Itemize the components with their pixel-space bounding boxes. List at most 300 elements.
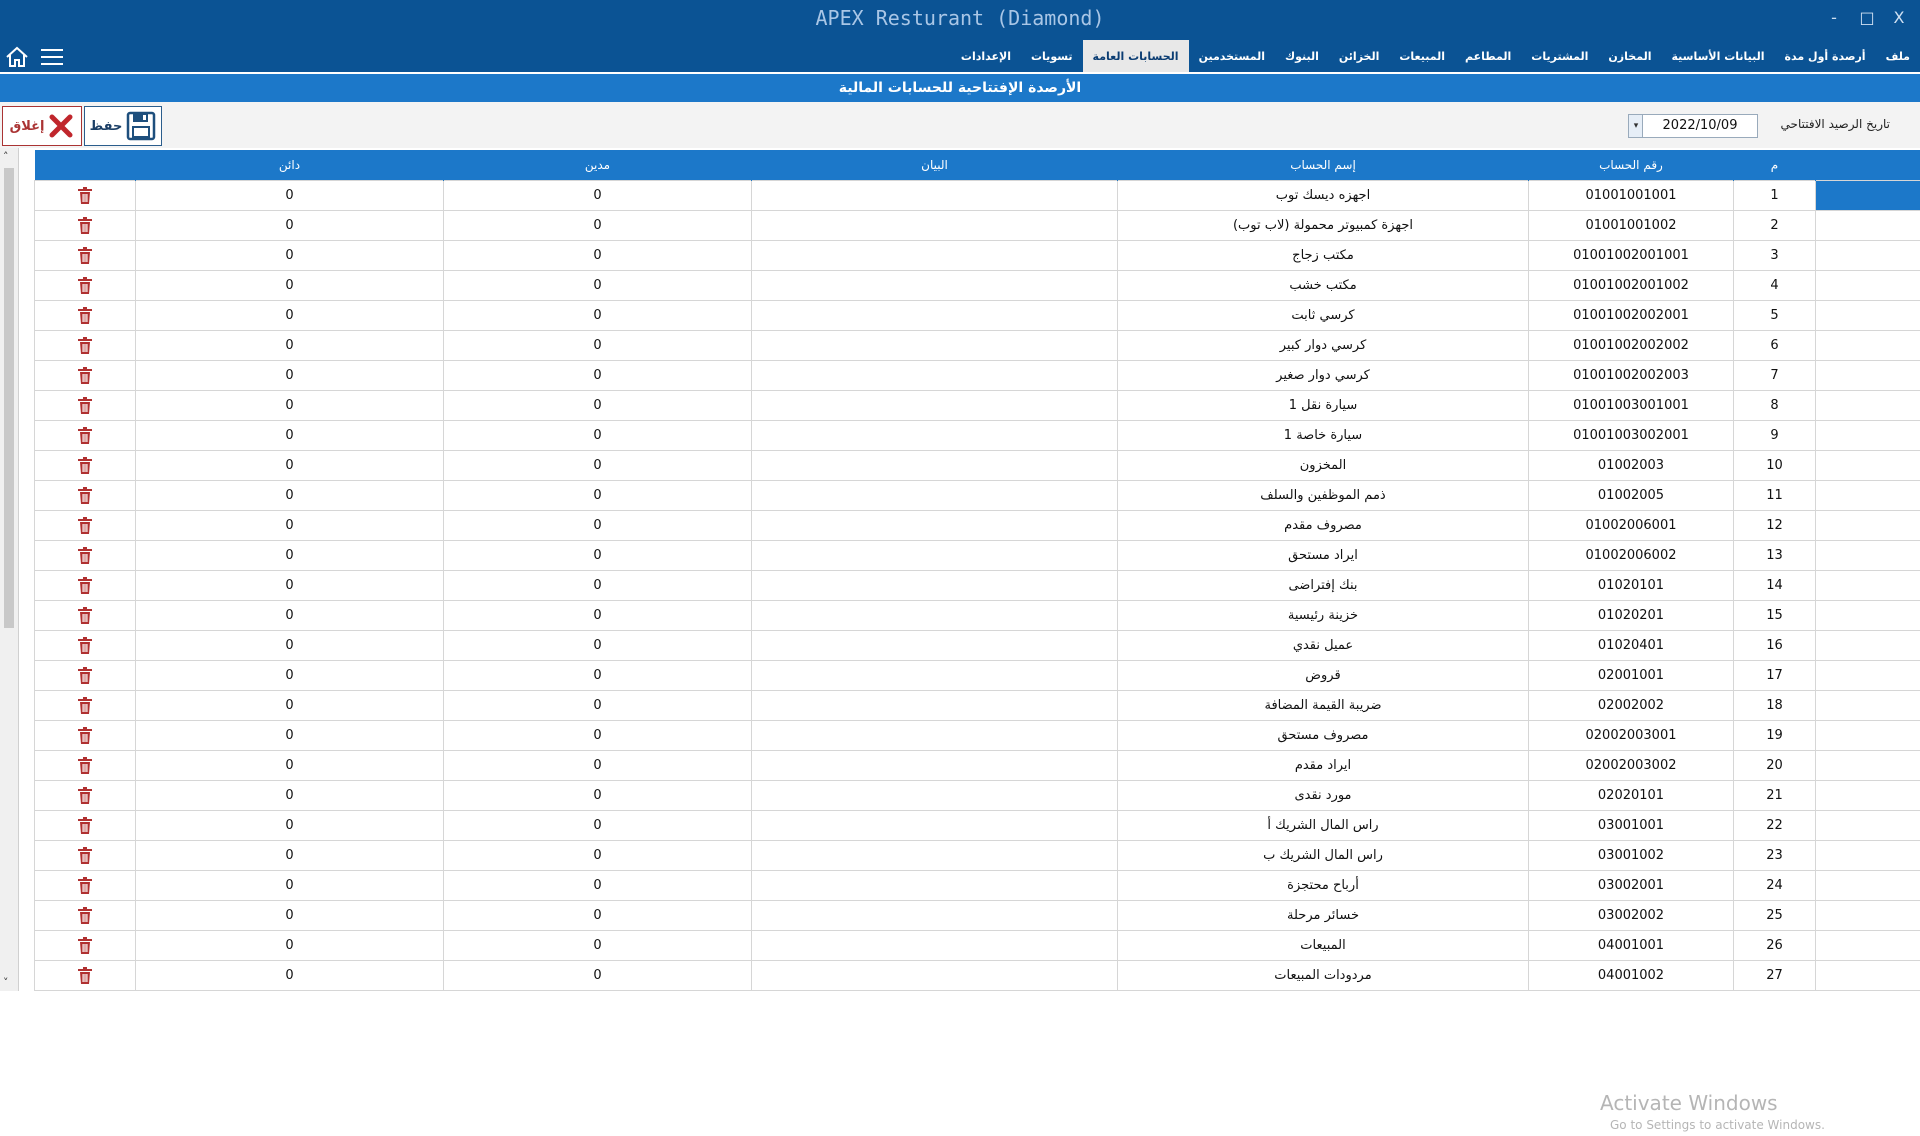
description-cell[interactable] bbox=[752, 571, 1118, 601]
row-selector[interactable] bbox=[1816, 961, 1920, 991]
delete-cell[interactable] bbox=[35, 571, 136, 601]
row-selector[interactable] bbox=[1816, 541, 1920, 571]
debit-cell[interactable]: 0 bbox=[444, 631, 752, 661]
trash-icon[interactable] bbox=[77, 337, 93, 355]
debit-cell[interactable]: 0 bbox=[444, 661, 752, 691]
table-row[interactable] bbox=[35, 961, 1920, 991]
account-no-cell: 01001002001002 bbox=[1529, 271, 1734, 301]
account-no-cell: 03002001 bbox=[1529, 871, 1734, 901]
index-cell: 10 bbox=[1734, 451, 1816, 481]
account-name-cell: كرسي دوار كبير bbox=[1118, 331, 1529, 361]
trash-icon[interactable] bbox=[77, 847, 93, 865]
trash-icon[interactable] bbox=[77, 817, 93, 835]
delete-cell[interactable] bbox=[35, 751, 136, 781]
account-no-cell: 01020201 bbox=[1529, 601, 1734, 631]
credit-cell[interactable]: 0 bbox=[136, 421, 444, 451]
credit-cell[interactable]: 0 bbox=[136, 241, 444, 271]
account-name-cell: المخزون bbox=[1118, 451, 1529, 481]
trash-icon[interactable] bbox=[77, 877, 93, 895]
trash-icon[interactable] bbox=[77, 427, 93, 445]
delete-cell[interactable] bbox=[35, 721, 136, 751]
trash-icon[interactable] bbox=[77, 697, 93, 715]
account-no-cell: 01002006001 bbox=[1529, 511, 1734, 541]
delete-cell[interactable] bbox=[35, 661, 136, 691]
table-row[interactable] bbox=[35, 721, 1920, 751]
table-row[interactable] bbox=[35, 361, 1920, 391]
credit-cell[interactable]: 0 bbox=[136, 601, 444, 631]
row-selector[interactable] bbox=[1816, 511, 1920, 541]
description-cell[interactable] bbox=[752, 751, 1118, 781]
account-name-cell: ضريبة القيمة المضافة bbox=[1118, 691, 1529, 721]
credit-cell[interactable]: 0 bbox=[136, 571, 444, 601]
description-cell[interactable] bbox=[752, 481, 1118, 511]
trash-icon[interactable] bbox=[77, 307, 93, 325]
delete-cell[interactable] bbox=[35, 961, 136, 991]
debit-cell[interactable]: 0 bbox=[444, 901, 752, 931]
debit-cell[interactable]: 0 bbox=[444, 961, 752, 991]
credit-cell[interactable]: 0 bbox=[136, 481, 444, 511]
account-name-cell: مكتب خشب bbox=[1118, 271, 1529, 301]
row-selector[interactable] bbox=[1816, 421, 1920, 451]
account-name-cell: المبيعات bbox=[1118, 931, 1529, 961]
account-name-cell: مصروف مستحق bbox=[1118, 721, 1529, 751]
table-row[interactable] bbox=[35, 811, 1920, 841]
description-cell[interactable] bbox=[752, 931, 1118, 961]
row-selector[interactable] bbox=[1816, 271, 1920, 301]
account-name-cell: اجهزة كمبيوتر محمولة (لاب توب) bbox=[1118, 211, 1529, 241]
index-cell: 21 bbox=[1734, 781, 1816, 811]
description-cell[interactable] bbox=[752, 661, 1118, 691]
index-cell: 7 bbox=[1734, 361, 1816, 391]
row-selector[interactable] bbox=[1816, 901, 1920, 931]
description-cell[interactable] bbox=[752, 811, 1118, 841]
debit-cell[interactable]: 0 bbox=[444, 871, 752, 901]
trash-icon[interactable] bbox=[77, 187, 93, 205]
delete-cell[interactable] bbox=[35, 931, 136, 961]
index-cell: 8 bbox=[1734, 391, 1816, 421]
delete-cell[interactable] bbox=[35, 631, 136, 661]
account-no-cell: 01020101 bbox=[1529, 571, 1734, 601]
description-cell[interactable] bbox=[752, 331, 1118, 361]
trash-icon[interactable] bbox=[77, 727, 93, 745]
row-selector[interactable] bbox=[1816, 871, 1920, 901]
row-selector[interactable] bbox=[1816, 451, 1920, 481]
description-cell[interactable] bbox=[752, 271, 1118, 301]
account-no-cell: 01002005 bbox=[1529, 481, 1734, 511]
vertical-scrollbar[interactable] bbox=[0, 148, 19, 991]
delete-cell[interactable] bbox=[35, 601, 136, 631]
table-row[interactable] bbox=[35, 571, 1920, 601]
trash-icon[interactable] bbox=[77, 487, 93, 505]
index-cell: 24 bbox=[1734, 871, 1816, 901]
account-no-cell: 02002002 bbox=[1529, 691, 1734, 721]
delete-cell[interactable] bbox=[35, 541, 136, 571]
close-window-button[interactable]: X bbox=[1888, 8, 1910, 27]
description-cell[interactable] bbox=[752, 301, 1118, 331]
header-description: البيان bbox=[752, 150, 1118, 181]
account-name-cell: مصروف مقدم bbox=[1118, 511, 1529, 541]
credit-cell[interactable]: 0 bbox=[136, 181, 444, 211]
row-selector[interactable] bbox=[1816, 391, 1920, 421]
credit-cell[interactable]: 0 bbox=[136, 391, 444, 421]
menu-item[interactable]: المطاعم bbox=[1455, 40, 1521, 72]
account-no-cell: 01001002002001 bbox=[1529, 301, 1734, 331]
row-selector[interactable] bbox=[1816, 181, 1920, 211]
description-cell[interactable] bbox=[752, 451, 1118, 481]
debit-cell[interactable]: 0 bbox=[444, 511, 752, 541]
delete-cell[interactable] bbox=[35, 811, 136, 841]
description-cell[interactable] bbox=[752, 541, 1118, 571]
date-dropdown-button[interactable]: ▾ bbox=[1628, 114, 1643, 138]
index-cell: 6 bbox=[1734, 331, 1816, 361]
delete-cell[interactable] bbox=[35, 781, 136, 811]
row-selector[interactable] bbox=[1816, 781, 1920, 811]
credit-cell[interactable]: 0 bbox=[136, 661, 444, 691]
table-row[interactable] bbox=[35, 451, 1920, 481]
table-row[interactable] bbox=[35, 601, 1920, 631]
delete-cell[interactable] bbox=[35, 451, 136, 481]
account-name-cell: قروض bbox=[1118, 661, 1529, 691]
delete-cell[interactable] bbox=[35, 391, 136, 421]
scroll-thumb[interactable] bbox=[4, 168, 14, 628]
row-selector[interactable] bbox=[1816, 631, 1920, 661]
header-debit: مدين bbox=[444, 150, 752, 181]
menu-item[interactable]: المبيعات bbox=[1389, 40, 1455, 72]
menu-item[interactable]: المستخدمين bbox=[1189, 40, 1275, 72]
opening-date-label: تاريخ الرصيد الافتتاحي bbox=[1781, 117, 1890, 131]
index-cell: 9 bbox=[1734, 421, 1816, 451]
account-no-cell: 01001001002 bbox=[1529, 211, 1734, 241]
debit-cell[interactable]: 0 bbox=[444, 571, 752, 601]
index-cell: 14 bbox=[1734, 571, 1816, 601]
description-cell[interactable] bbox=[752, 631, 1118, 661]
account-name-cell: كرسي دوار صغير bbox=[1118, 361, 1529, 391]
account-no-cell: 02020101 bbox=[1529, 781, 1734, 811]
credit-cell[interactable]: 0 bbox=[136, 901, 444, 931]
menu-item[interactable]: تسويات bbox=[1021, 40, 1083, 72]
description-cell[interactable] bbox=[752, 511, 1118, 541]
account-no-cell: 01001003001001 bbox=[1529, 391, 1734, 421]
accounts-table bbox=[34, 150, 1920, 991]
header-account-name: إسم الحساب bbox=[1118, 150, 1529, 181]
credit-cell[interactable]: 0 bbox=[136, 451, 444, 481]
credit-cell[interactable]: 0 bbox=[136, 751, 444, 781]
index-cell: 27 bbox=[1734, 961, 1816, 991]
debit-cell[interactable]: 0 bbox=[444, 181, 752, 211]
credit-cell[interactable]: 0 bbox=[136, 331, 444, 361]
account-name-cell: راس المال الشريك أ bbox=[1118, 811, 1529, 841]
delete-cell[interactable] bbox=[35, 331, 136, 361]
index-cell: 20 bbox=[1734, 751, 1816, 781]
description-cell[interactable] bbox=[752, 421, 1118, 451]
table-row[interactable] bbox=[35, 541, 1920, 571]
account-no-cell: 04001002 bbox=[1529, 961, 1734, 991]
toolbar bbox=[0, 102, 1920, 149]
account-no-cell: 02002003001 bbox=[1529, 721, 1734, 751]
description-cell[interactable] bbox=[752, 781, 1118, 811]
credit-cell[interactable]: 0 bbox=[136, 781, 444, 811]
delete-cell[interactable] bbox=[35, 301, 136, 331]
home-icon[interactable] bbox=[4, 44, 30, 70]
account-no-cell: 01001001001 bbox=[1529, 181, 1734, 211]
debit-cell[interactable]: 0 bbox=[444, 751, 752, 781]
credit-cell[interactable]: 0 bbox=[136, 511, 444, 541]
row-selector[interactable] bbox=[1816, 241, 1920, 271]
table-row[interactable] bbox=[35, 391, 1920, 421]
index-cell: 1 bbox=[1734, 181, 1816, 211]
account-name-cell: ايراد مستحق bbox=[1118, 541, 1529, 571]
menu-item[interactable]: المشتريات bbox=[1521, 40, 1598, 72]
row-selector[interactable] bbox=[1816, 691, 1920, 721]
trash-icon[interactable] bbox=[77, 577, 93, 595]
index-cell: 17 bbox=[1734, 661, 1816, 691]
table-row[interactable] bbox=[35, 181, 1920, 211]
header-account-no: رقم الحساب bbox=[1529, 150, 1734, 181]
row-selector[interactable] bbox=[1816, 751, 1920, 781]
description-cell[interactable] bbox=[752, 601, 1118, 631]
credit-cell[interactable]: 0 bbox=[136, 691, 444, 721]
trash-icon[interactable] bbox=[77, 247, 93, 265]
save-button[interactable] bbox=[84, 106, 162, 146]
description-cell[interactable] bbox=[752, 721, 1118, 751]
app-title: APEX Resturant (Diamond) bbox=[0, 6, 1920, 30]
menu-item[interactable]: أرصدة أول مدة bbox=[1775, 40, 1876, 72]
row-selector[interactable] bbox=[1816, 301, 1920, 331]
trash-icon[interactable] bbox=[77, 967, 93, 985]
trash-icon[interactable] bbox=[77, 907, 93, 925]
account-name-cell: أرباح محتجزة bbox=[1118, 871, 1529, 901]
table-row[interactable] bbox=[35, 511, 1920, 541]
delete-cell[interactable] bbox=[35, 421, 136, 451]
opening-date-input[interactable]: 2022/10/09 bbox=[1642, 114, 1758, 138]
trash-icon[interactable] bbox=[77, 757, 93, 775]
close-label: إغلاق bbox=[10, 119, 45, 134]
trash-icon[interactable] bbox=[77, 397, 93, 415]
debit-cell[interactable]: 0 bbox=[444, 421, 752, 451]
table-row[interactable] bbox=[35, 271, 1920, 301]
table-row[interactable] bbox=[35, 901, 1920, 931]
header-delete bbox=[35, 150, 136, 181]
description-cell[interactable] bbox=[752, 391, 1118, 421]
header-credit: دائن bbox=[136, 150, 444, 181]
index-cell: 3 bbox=[1734, 241, 1816, 271]
trash-icon[interactable] bbox=[77, 217, 93, 235]
table-row[interactable] bbox=[35, 331, 1920, 361]
table-row[interactable] bbox=[35, 241, 1920, 271]
table-body bbox=[35, 181, 1920, 991]
header-selector bbox=[1816, 150, 1920, 181]
account-no-cell: 03001001 bbox=[1529, 811, 1734, 841]
delete-cell[interactable] bbox=[35, 241, 136, 271]
index-cell: 5 bbox=[1734, 301, 1816, 331]
row-selector[interactable] bbox=[1816, 481, 1920, 511]
index-cell: 23 bbox=[1734, 841, 1816, 871]
account-name-cell: راس المال الشريك ب bbox=[1118, 841, 1529, 871]
table-row[interactable] bbox=[35, 931, 1920, 961]
credit-cell[interactable]: 0 bbox=[136, 631, 444, 661]
debit-cell[interactable]: 0 bbox=[444, 211, 752, 241]
trash-icon[interactable] bbox=[77, 367, 93, 385]
description-cell[interactable] bbox=[752, 361, 1118, 391]
debit-cell[interactable]: 0 bbox=[444, 931, 752, 961]
account-no-cell: 01002006002 bbox=[1529, 541, 1734, 571]
description-cell[interactable] bbox=[752, 241, 1118, 271]
menu-items bbox=[951, 40, 1920, 72]
delete-cell[interactable] bbox=[35, 841, 136, 871]
account-no-cell: 02001001 bbox=[1529, 661, 1734, 691]
account-name-cell: مردودات المبيعات bbox=[1118, 961, 1529, 991]
trash-icon[interactable] bbox=[77, 937, 93, 955]
index-cell: 11 bbox=[1734, 481, 1816, 511]
delete-cell[interactable] bbox=[35, 211, 136, 241]
trash-icon[interactable] bbox=[77, 517, 93, 535]
menu-item[interactable]: البيانات الأساسية bbox=[1661, 40, 1774, 72]
debit-cell[interactable]: 0 bbox=[444, 601, 752, 631]
table-row[interactable] bbox=[35, 421, 1920, 451]
delete-cell[interactable] bbox=[35, 181, 136, 211]
table-row[interactable] bbox=[35, 481, 1920, 511]
debit-cell[interactable]: 0 bbox=[444, 301, 752, 331]
row-selector[interactable] bbox=[1816, 931, 1920, 961]
debit-cell[interactable]: 0 bbox=[444, 451, 752, 481]
index-cell: 4 bbox=[1734, 271, 1816, 301]
credit-cell[interactable]: 0 bbox=[136, 361, 444, 391]
description-cell[interactable] bbox=[752, 871, 1118, 901]
table-row[interactable] bbox=[35, 691, 1920, 721]
row-selector[interactable] bbox=[1816, 571, 1920, 601]
trash-icon[interactable] bbox=[77, 547, 93, 565]
account-name-cell: عميل نقدي bbox=[1118, 631, 1529, 661]
delete-cell[interactable] bbox=[35, 871, 136, 901]
menu-item[interactable]: ملف bbox=[1876, 40, 1920, 72]
menu-item[interactable]: البنوك bbox=[1275, 40, 1329, 72]
table-row[interactable] bbox=[35, 871, 1920, 901]
accounts-grid bbox=[0, 148, 1920, 991]
account-no-cell: 01001003002001 bbox=[1529, 421, 1734, 451]
debit-cell[interactable]: 0 bbox=[444, 391, 752, 421]
menu-item[interactable]: الخزائن bbox=[1329, 40, 1389, 72]
title-bar bbox=[0, 0, 1920, 40]
row-selector[interactable] bbox=[1816, 661, 1920, 691]
trash-icon[interactable] bbox=[77, 457, 93, 475]
account-no-cell: 03001002 bbox=[1529, 841, 1734, 871]
credit-cell[interactable]: 0 bbox=[136, 811, 444, 841]
index-cell: 15 bbox=[1734, 601, 1816, 631]
credit-cell[interactable]: 0 bbox=[136, 211, 444, 241]
account-no-cell: 01001002001001 bbox=[1529, 241, 1734, 271]
menu-item[interactable]: الإعدادات bbox=[951, 40, 1021, 72]
table-row[interactable] bbox=[35, 661, 1920, 691]
activation-watermark bbox=[1600, 1092, 1825, 1136]
delete-cell[interactable] bbox=[35, 271, 136, 301]
description-cell[interactable] bbox=[752, 211, 1118, 241]
account-name-cell: ذمم الموظفين والسلف bbox=[1118, 481, 1529, 511]
table-header-row bbox=[35, 150, 1920, 181]
trash-icon[interactable] bbox=[77, 637, 93, 655]
description-cell[interactable] bbox=[752, 181, 1118, 211]
header-index: م bbox=[1734, 150, 1816, 181]
credit-cell[interactable]: 0 bbox=[136, 871, 444, 901]
delete-cell[interactable] bbox=[35, 901, 136, 931]
description-cell[interactable] bbox=[752, 691, 1118, 721]
account-name-cell: سيارة خاصة 1 bbox=[1118, 421, 1529, 451]
row-selector[interactable] bbox=[1816, 361, 1920, 391]
form-title: الأرصدة الإفتتاحية للحسابات المالية bbox=[0, 74, 1920, 102]
scroll-up-button[interactable]: ˄ bbox=[3, 150, 9, 163]
debit-cell[interactable]: 0 bbox=[444, 361, 752, 391]
maximize-button[interactable]: □ bbox=[1856, 8, 1878, 27]
description-cell[interactable] bbox=[752, 961, 1118, 991]
delete-cell[interactable] bbox=[35, 511, 136, 541]
trash-icon[interactable] bbox=[77, 277, 93, 295]
table-row[interactable] bbox=[35, 781, 1920, 811]
table-row[interactable] bbox=[35, 211, 1920, 241]
trash-icon[interactable] bbox=[77, 607, 93, 625]
delete-cell[interactable] bbox=[35, 361, 136, 391]
menu-item[interactable]: المخازن bbox=[1598, 40, 1661, 72]
minimize-button[interactable]: - bbox=[1823, 8, 1845, 27]
row-selector[interactable] bbox=[1816, 601, 1920, 631]
credit-cell[interactable]: 0 bbox=[136, 841, 444, 871]
description-cell[interactable] bbox=[752, 841, 1118, 871]
description-cell[interactable] bbox=[752, 901, 1118, 931]
delete-cell[interactable] bbox=[35, 481, 136, 511]
account-name-cell: مورد نقدى bbox=[1118, 781, 1529, 811]
delete-cell[interactable] bbox=[35, 691, 136, 721]
debit-cell[interactable]: 0 bbox=[444, 481, 752, 511]
save-label: حفظ bbox=[90, 119, 123, 134]
hamburger-icon[interactable] bbox=[40, 46, 64, 68]
debit-cell[interactable]: 0 bbox=[444, 721, 752, 751]
credit-cell[interactable]: 0 bbox=[136, 961, 444, 991]
row-selector[interactable] bbox=[1816, 841, 1920, 871]
table-row[interactable] bbox=[35, 301, 1920, 331]
index-cell: 22 bbox=[1734, 811, 1816, 841]
debit-cell[interactable]: 0 bbox=[444, 841, 752, 871]
account-no-cell: 03002002 bbox=[1529, 901, 1734, 931]
debit-cell[interactable]: 0 bbox=[444, 691, 752, 721]
account-no-cell: 01002003 bbox=[1529, 451, 1734, 481]
watermark-line1: Activate Windows bbox=[1600, 1091, 1778, 1115]
scroll-down-button[interactable]: ˅ bbox=[3, 976, 9, 989]
row-selector[interactable] bbox=[1816, 721, 1920, 751]
watermark-line2: Go to Settings to activate Windows. bbox=[1610, 1114, 1825, 1136]
table-row[interactable] bbox=[35, 841, 1920, 871]
debit-cell[interactable]: 0 bbox=[444, 241, 752, 271]
debit-cell[interactable]: 0 bbox=[444, 271, 752, 301]
row-selector[interactable] bbox=[1816, 211, 1920, 241]
menu-item[interactable]: الحسابات العامة bbox=[1083, 40, 1189, 72]
table-row[interactable] bbox=[35, 751, 1920, 781]
debit-cell[interactable]: 0 bbox=[444, 541, 752, 571]
close-button[interactable] bbox=[2, 106, 82, 146]
credit-cell[interactable]: 0 bbox=[136, 931, 444, 961]
index-cell: 25 bbox=[1734, 901, 1816, 931]
debit-cell[interactable]: 0 bbox=[444, 331, 752, 361]
credit-cell[interactable]: 0 bbox=[136, 271, 444, 301]
index-cell: 19 bbox=[1734, 721, 1816, 751]
row-selector[interactable] bbox=[1816, 811, 1920, 841]
debit-cell[interactable]: 0 bbox=[444, 781, 752, 811]
credit-cell[interactable]: 0 bbox=[136, 721, 444, 751]
row-selector[interactable] bbox=[1816, 331, 1920, 361]
table-row[interactable] bbox=[35, 631, 1920, 661]
debit-cell[interactable]: 0 bbox=[444, 811, 752, 841]
credit-cell[interactable]: 0 bbox=[136, 541, 444, 571]
credit-cell[interactable]: 0 bbox=[136, 301, 444, 331]
trash-icon[interactable] bbox=[77, 787, 93, 805]
trash-icon[interactable] bbox=[77, 667, 93, 685]
